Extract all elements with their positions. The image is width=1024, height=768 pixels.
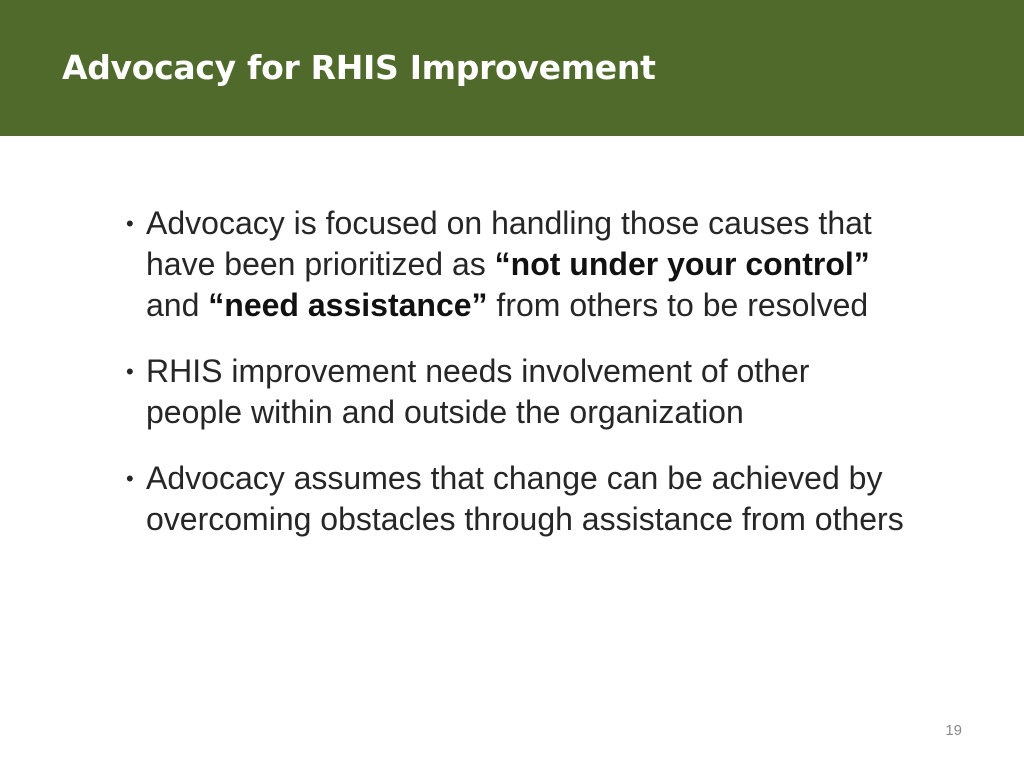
bullet-dot-icon: • <box>126 466 134 491</box>
bullet-item <box>126 351 906 433</box>
bullet-segment: Advocacy is focused on handling those causes that have been prioritized as <box>146 205 872 282</box>
bullet-text <box>146 353 809 430</box>
bullet-dot-icon: • <box>126 211 134 236</box>
bullet-text <box>146 205 872 323</box>
bullet-item <box>126 203 906 326</box>
slide-title: Advocacy for RHIS Improvement <box>62 48 656 87</box>
bullet-item <box>126 458 906 540</box>
bullet-list <box>126 203 906 565</box>
page-number: 19 <box>945 722 962 739</box>
bullet-segment: from others to be resolved <box>487 287 869 323</box>
bullet-segment: Advocacy assumes that change can be achieved by overcoming obstacles through assistance from others <box>146 460 904 537</box>
bullet-segment: RHIS improvement needs involvement of other people within and outside the organization <box>146 353 810 430</box>
bullet-dot-icon: • <box>126 359 134 384</box>
bullet-segment-bold: “need assistance” <box>208 287 488 323</box>
bullet-segment: and <box>146 287 209 323</box>
bullet-segment-bold: “not under your control” <box>494 246 870 282</box>
title-bar <box>0 0 1024 136</box>
bullet-text <box>146 460 904 537</box>
